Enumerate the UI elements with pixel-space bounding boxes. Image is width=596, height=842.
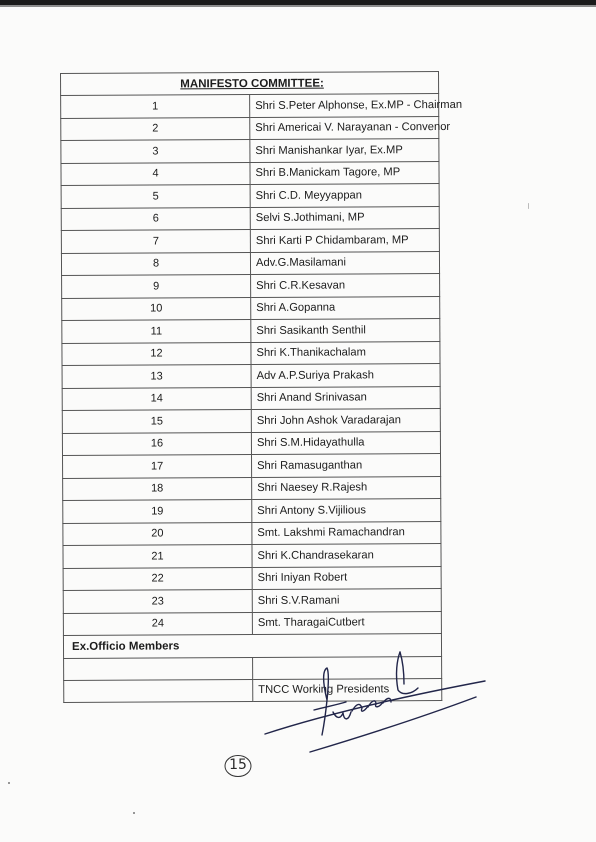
member-name: Shri K.Thanikachalam <box>251 341 440 364</box>
member-name: Shri Sasikanth Senthil <box>251 319 440 342</box>
scan-mark <box>528 203 529 209</box>
member-name: Shri S.Peter Alphonse, Ex.MP - Chairman <box>250 94 439 117</box>
member-name: Shri K.Chandrasekaran <box>252 544 441 567</box>
table-row <box>61 139 439 163</box>
member-name: Shri C.D. Meyyappan <box>250 184 439 207</box>
table-row <box>64 678 442 702</box>
member-name: Shri Iniyan Robert <box>252 566 441 589</box>
page-number-text: 15 <box>229 757 247 773</box>
table-row <box>62 386 440 410</box>
table-row <box>62 431 440 455</box>
table-row <box>64 656 442 680</box>
member-number: 15 <box>62 410 251 433</box>
member-number: 13 <box>62 365 251 388</box>
member-number: 17 <box>63 455 252 478</box>
member-number: 12 <box>62 342 251 365</box>
member-name: Shri Anand Srinivasan <box>251 386 440 409</box>
table-row <box>62 296 440 320</box>
member-name: Shri Manishankar Iyar, Ex.MP <box>250 139 439 162</box>
table-row <box>61 116 439 140</box>
table-row <box>61 206 439 230</box>
member-name: Shri Antony S.Vijilious <box>252 499 441 522</box>
table-row <box>63 499 441 523</box>
scan-speck <box>133 812 135 814</box>
member-name: Selvi S.Jothimani, MP <box>250 206 439 229</box>
member-name: Shri S.V.Ramani <box>252 589 441 612</box>
table-row <box>62 319 440 343</box>
member-number: 21 <box>63 545 252 568</box>
member-number: 16 <box>62 432 251 455</box>
member-name: Shri A.Gopanna <box>251 296 440 319</box>
member-name: Shri John Ashok Varadarajan <box>251 409 440 432</box>
committee-table-body <box>61 72 463 702</box>
scan-speck <box>8 782 10 784</box>
table-row <box>63 566 441 590</box>
ex-officio-name <box>253 656 442 679</box>
member-name: Shri Naesey R.Rajesh <box>252 476 441 499</box>
member-name: Shri Karti P Chidambaram, MP <box>250 229 439 252</box>
table-row <box>61 229 439 253</box>
member-number: 11 <box>62 320 251 343</box>
table-row <box>61 184 439 208</box>
table-row <box>63 521 441 545</box>
member-number: 24 <box>63 612 252 635</box>
table-row <box>63 611 441 635</box>
page-number <box>223 754 253 778</box>
member-number: 2 <box>61 117 250 140</box>
member-number: 1 <box>61 95 250 118</box>
member-name: Shri Ramasuganthan <box>252 454 441 477</box>
member-name: Smt. Lakshmi Ramachandran <box>252 521 441 544</box>
member-name: Adv A.P.Suriya Prakash <box>251 364 440 387</box>
member-name: Shri S.M.Hidayathulla <box>251 431 440 454</box>
member-number: 10 <box>62 297 251 320</box>
member-number: 20 <box>63 522 252 545</box>
committee-table <box>60 71 463 702</box>
table-row <box>63 544 441 568</box>
table-row <box>63 589 441 613</box>
table-row <box>62 341 440 365</box>
member-number: 6 <box>61 207 250 230</box>
committee-table-container <box>60 73 463 703</box>
member-number: 5 <box>61 185 250 208</box>
table-row <box>61 161 439 185</box>
member-name: Shri Americai V. Narayanan - Convenor <box>250 116 439 139</box>
member-name: Shri B.Manickam Tagore, MP <box>250 161 439 184</box>
ex-officio-number <box>64 657 253 680</box>
table-title-row <box>61 72 439 96</box>
member-name: Smt. TharagaiCutbert <box>252 611 441 634</box>
ex-officio-name: TNCC Working Presidents <box>253 678 442 701</box>
table-row <box>63 476 441 500</box>
member-number: 18 <box>63 477 252 500</box>
member-number: 22 <box>63 567 252 590</box>
member-name: Adv.G.Masilamani <box>250 251 439 274</box>
member-number: 7 <box>61 230 250 253</box>
table-row <box>62 364 440 388</box>
table-title: MANIFESTO COMMITTEE: <box>61 72 439 96</box>
table-row <box>63 454 441 478</box>
member-number: 8 <box>61 252 250 275</box>
member-number: 9 <box>62 275 251 298</box>
member-number: 3 <box>61 140 250 163</box>
member-number: 14 <box>62 387 251 410</box>
ex-officio-heading-row <box>63 634 441 658</box>
table-row <box>62 274 440 298</box>
table-row <box>62 409 440 433</box>
member-number: 19 <box>63 500 252 523</box>
scan-top-shadow <box>0 5 596 7</box>
ex-officio-number <box>64 679 253 702</box>
table-row <box>61 94 439 118</box>
member-number: 23 <box>63 590 252 613</box>
member-number: 4 <box>61 162 250 185</box>
member-name: Shri C.R.Kesavan <box>251 274 440 297</box>
ex-officio-heading: Ex.Officio Members <box>63 634 441 658</box>
table-row <box>61 251 439 275</box>
